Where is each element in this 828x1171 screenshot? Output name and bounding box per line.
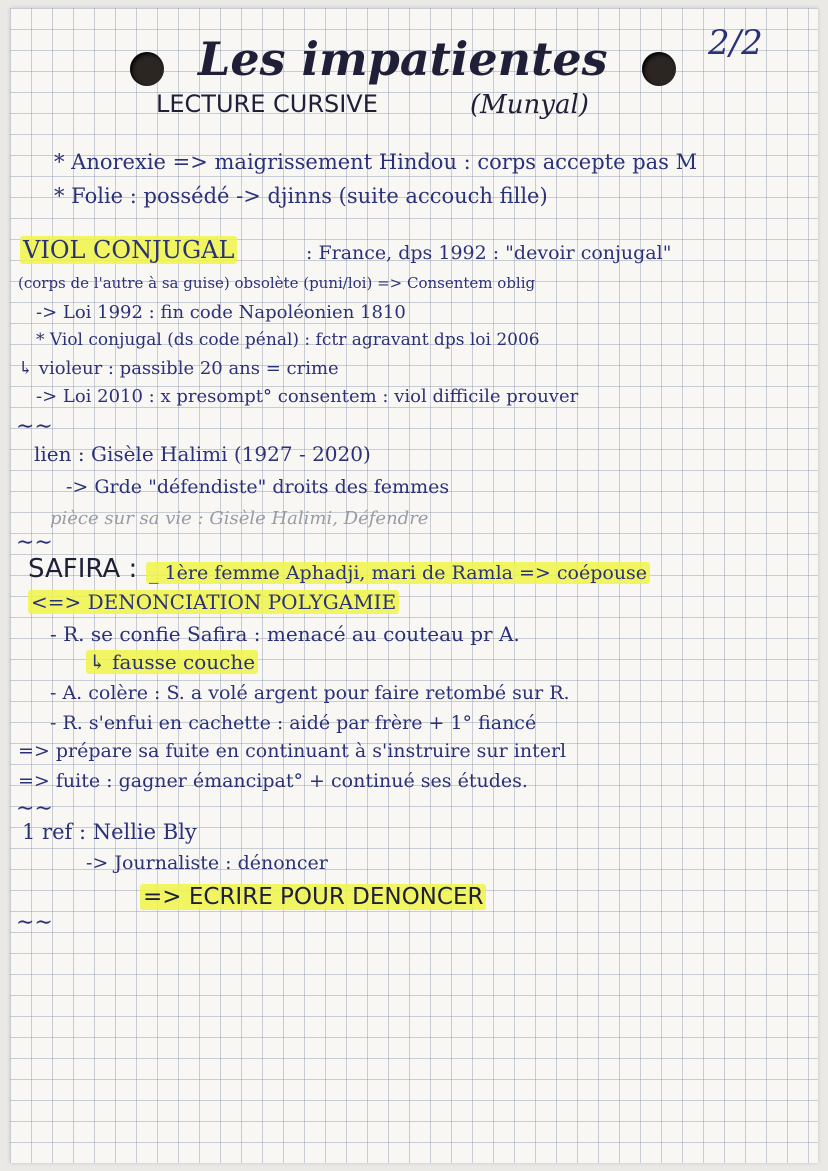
author-label: (Munyal) <box>470 90 589 120</box>
squiggle-divider: ∼∼ <box>16 530 53 555</box>
section-heading <box>20 238 237 262</box>
squiggle-divider: ∼∼ <box>16 414 53 439</box>
squiggle-divider: ∼∼ <box>16 796 53 821</box>
note-line: -> Journaliste : dénoncer <box>86 852 328 874</box>
note-line: ↳ violeur : passible 20 ans = crime <box>18 358 339 379</box>
squiggle-divider: ∼∼ <box>16 910 53 935</box>
note-line: <=> DENONCIATION POLYGAMIE <box>28 592 399 612</box>
conclusion-line: => ECRIRE POUR DENONCER <box>140 886 486 909</box>
note-line: * Viol conjugal (ds code pénal) : fctr agravant dps loi 2006 <box>36 330 540 350</box>
note-line: 1 ref : Nellie Bly <box>22 820 197 844</box>
note-line: -> Grde "défendiste" droits des femmes <box>66 476 450 498</box>
note-line: => fuite : gagner émancipat° + continué ses études. <box>18 770 528 792</box>
notebook-page <box>10 8 818 1163</box>
note-line: -> Loi 2010 : x presompt° consentem : viol difficile prouver <box>36 386 579 407</box>
note-line: - R. s'enfui en cachette : aidé par frère + 1° fiancé <box>50 712 537 734</box>
note-line: : France, dps 1992 : "devoir conjugal" <box>306 242 672 264</box>
note-line: _ 1ère femme Aphadji, mari de Ramla => coépouse <box>146 564 650 583</box>
page-number: 2/2 <box>708 23 763 63</box>
note-line: * Folie : possédé -> djinns (suite accouch fille) <box>54 184 548 208</box>
note-line: lien : Gisèle Halimi (1927 - 2020) <box>34 442 371 466</box>
page-title: Les impatientes <box>198 32 608 86</box>
note-line: => prépare sa fuite en continuant à s'instruire sur interl <box>18 740 567 762</box>
note-line: -> Loi 1992 : fin code Napoléonien 1810 <box>36 302 406 323</box>
note-line: - A. colère : S. a volé argent pour faire retombé sur R. <box>50 682 570 704</box>
note-line: pièce sur sa vie : Gisèle Halimi, Défendre <box>50 508 429 529</box>
page-subtitle: LECTURE CURSIVE <box>156 90 378 118</box>
note-line: * Anorexie => maigrissement Hindou : corps accepte pas M <box>54 150 698 174</box>
note-line: ↳ fausse couche <box>86 652 258 672</box>
note-line: (corps de l'autre à sa guise) obsolète (puni/loi) => Consentem oblig <box>18 274 536 292</box>
binder-hole-left <box>130 52 164 86</box>
note-line: - R. se confie Safira : menacé au couteau pr A. <box>50 622 520 646</box>
viol-conjugal-heading: VIOL CONJUGAL <box>20 236 237 264</box>
safira-heading: SAFIRA : <box>28 554 138 584</box>
binder-hole-right <box>642 52 676 86</box>
